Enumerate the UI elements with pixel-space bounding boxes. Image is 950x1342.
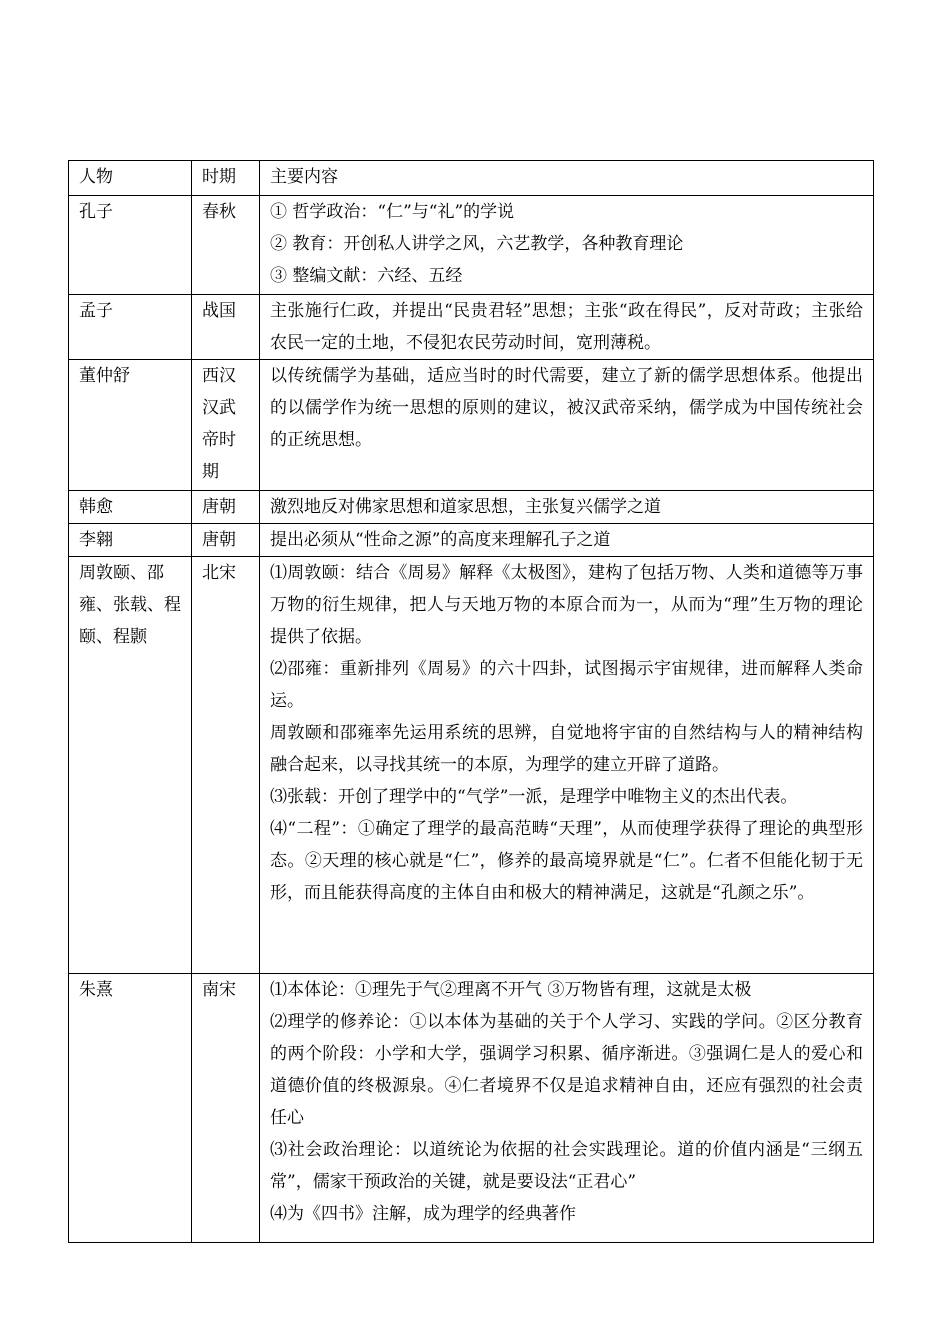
content-line: 主张施行仁政，并提出“民贵君轻”思想；主张“政在得民”，反对苛政；主张给农民一定的土地，不侵犯农民劳动时间，宽刑薄税。	[270, 301, 863, 353]
content-cell	[260, 491, 874, 524]
table-row	[69, 491, 874, 524]
period-cell: 唐朝	[192, 491, 260, 524]
period-cell: 春秋	[192, 196, 260, 295]
person-cell: 孔子	[69, 196, 192, 295]
period-cell: 南宋	[192, 974, 260, 1243]
content-line: ⑷为《四书》注解，成为理学的经典著作	[270, 1204, 576, 1224]
period-cell: 唐朝	[192, 524, 260, 557]
person-cell: 朱熹	[69, 974, 192, 1243]
header-content: 主要内容	[260, 161, 874, 196]
content-line: 激烈地反对佛家思想和道家思想，主张复兴儒学之道	[270, 497, 661, 517]
content-line: ⑵理学的修养论：①以本体为基础的关于个人学习、实践的学问。②区分教育的两个阶段：小学和大学，强调学习积累、循序渐进。③强调仁是人的爱心和道德价值的终极源泉。④仁者境界不仅是追求精神自由，还应有强烈的社会责任心	[270, 1012, 863, 1128]
table-row	[69, 295, 874, 360]
content-line: 提出必须从“性命之源”的高度来理解孔子之道	[270, 530, 611, 550]
table-row	[69, 557, 874, 974]
person-cell: 周敦颐、邵雍、张载、程颐、程颢	[69, 557, 192, 974]
header-person: 人物	[69, 161, 192, 196]
content-line: ⑴周敦颐：结合《周易》解释《太极图》，建构了包括万物、人类和道德等万事万物的衍生规律，把人与天地万物的本原合而为一，从而为“理”生万物的理论提供了依据。	[270, 563, 863, 647]
period-cell: 战国	[192, 295, 260, 360]
content-cell	[260, 295, 874, 360]
person-cell: 韩愈	[69, 491, 192, 524]
content-line: 周敦颐和邵雍率先运用系统的思辨，自觉地将宇宙的自然结构与人的精神结构融合起来，以寻找其统一的本原，为理学的建立开辟了道路。	[270, 723, 863, 775]
content-cell	[260, 196, 874, 295]
content-cell	[260, 524, 874, 557]
thinkers-table	[68, 160, 874, 1243]
content-cell	[260, 557, 874, 974]
content-cell	[260, 360, 874, 491]
content-line: ③ 整编文献：六经、五经	[270, 266, 463, 286]
period-cell: 北宋	[192, 557, 260, 974]
table-row	[69, 974, 874, 1243]
content-line: ① 哲学政治：“仁”与“礼”的学说	[270, 202, 515, 222]
person-cell: 李翱	[69, 524, 192, 557]
content-line: ⑶社会政治理论：以道统论为依据的社会实践理论。道的价值内涵是“三纲五常”，儒家干预政治的关键，就是要设法“正君心”	[270, 1140, 863, 1192]
content-line: 以传统儒学为基础，适应当时的时代需要，建立了新的儒学思想体系。他提出的以儒学作为统一思想的原则的建议，被汉武帝采纳，儒学成为中国传统社会的正统思想。	[270, 366, 863, 450]
period-cell: 西汉汉武帝时期	[192, 360, 260, 491]
content-line: ⑴本体论：①理先于气②理离不开气 ③万物皆有理，这就是太极	[270, 980, 752, 1000]
table-row	[69, 524, 874, 557]
table-row	[69, 196, 874, 295]
content-line: ⑶张载：开创了理学中的“气学”一派，是理学中唯物主义的杰出代表。	[270, 787, 798, 807]
content-cell	[260, 974, 874, 1243]
content-line: ⑷“二程”：①确定了理学的最高范畴“天理”，从而使理学获得了理论的典型形态。②天理的核心就是“仁”，修养的最高境界就是“仁”。仁者不但能化韧于无形，而且能获得高度的主体自由和极大的精神满足，这就是“孔颜之乐”。	[270, 819, 863, 903]
person-cell: 董仲舒	[69, 360, 192, 491]
header-period: 时期	[192, 161, 260, 196]
content-line: ② 教育：开创私人讲学之风，六艺教学，各种教育理论	[270, 234, 684, 254]
person-cell: 孟子	[69, 295, 192, 360]
content-line: ⑵邵雍：重新排列《周易》的六十四卦，试图揭示宇宙规律，进而解释人类命运。	[270, 659, 863, 711]
table-header-row	[69, 161, 874, 196]
table-row	[69, 360, 874, 491]
